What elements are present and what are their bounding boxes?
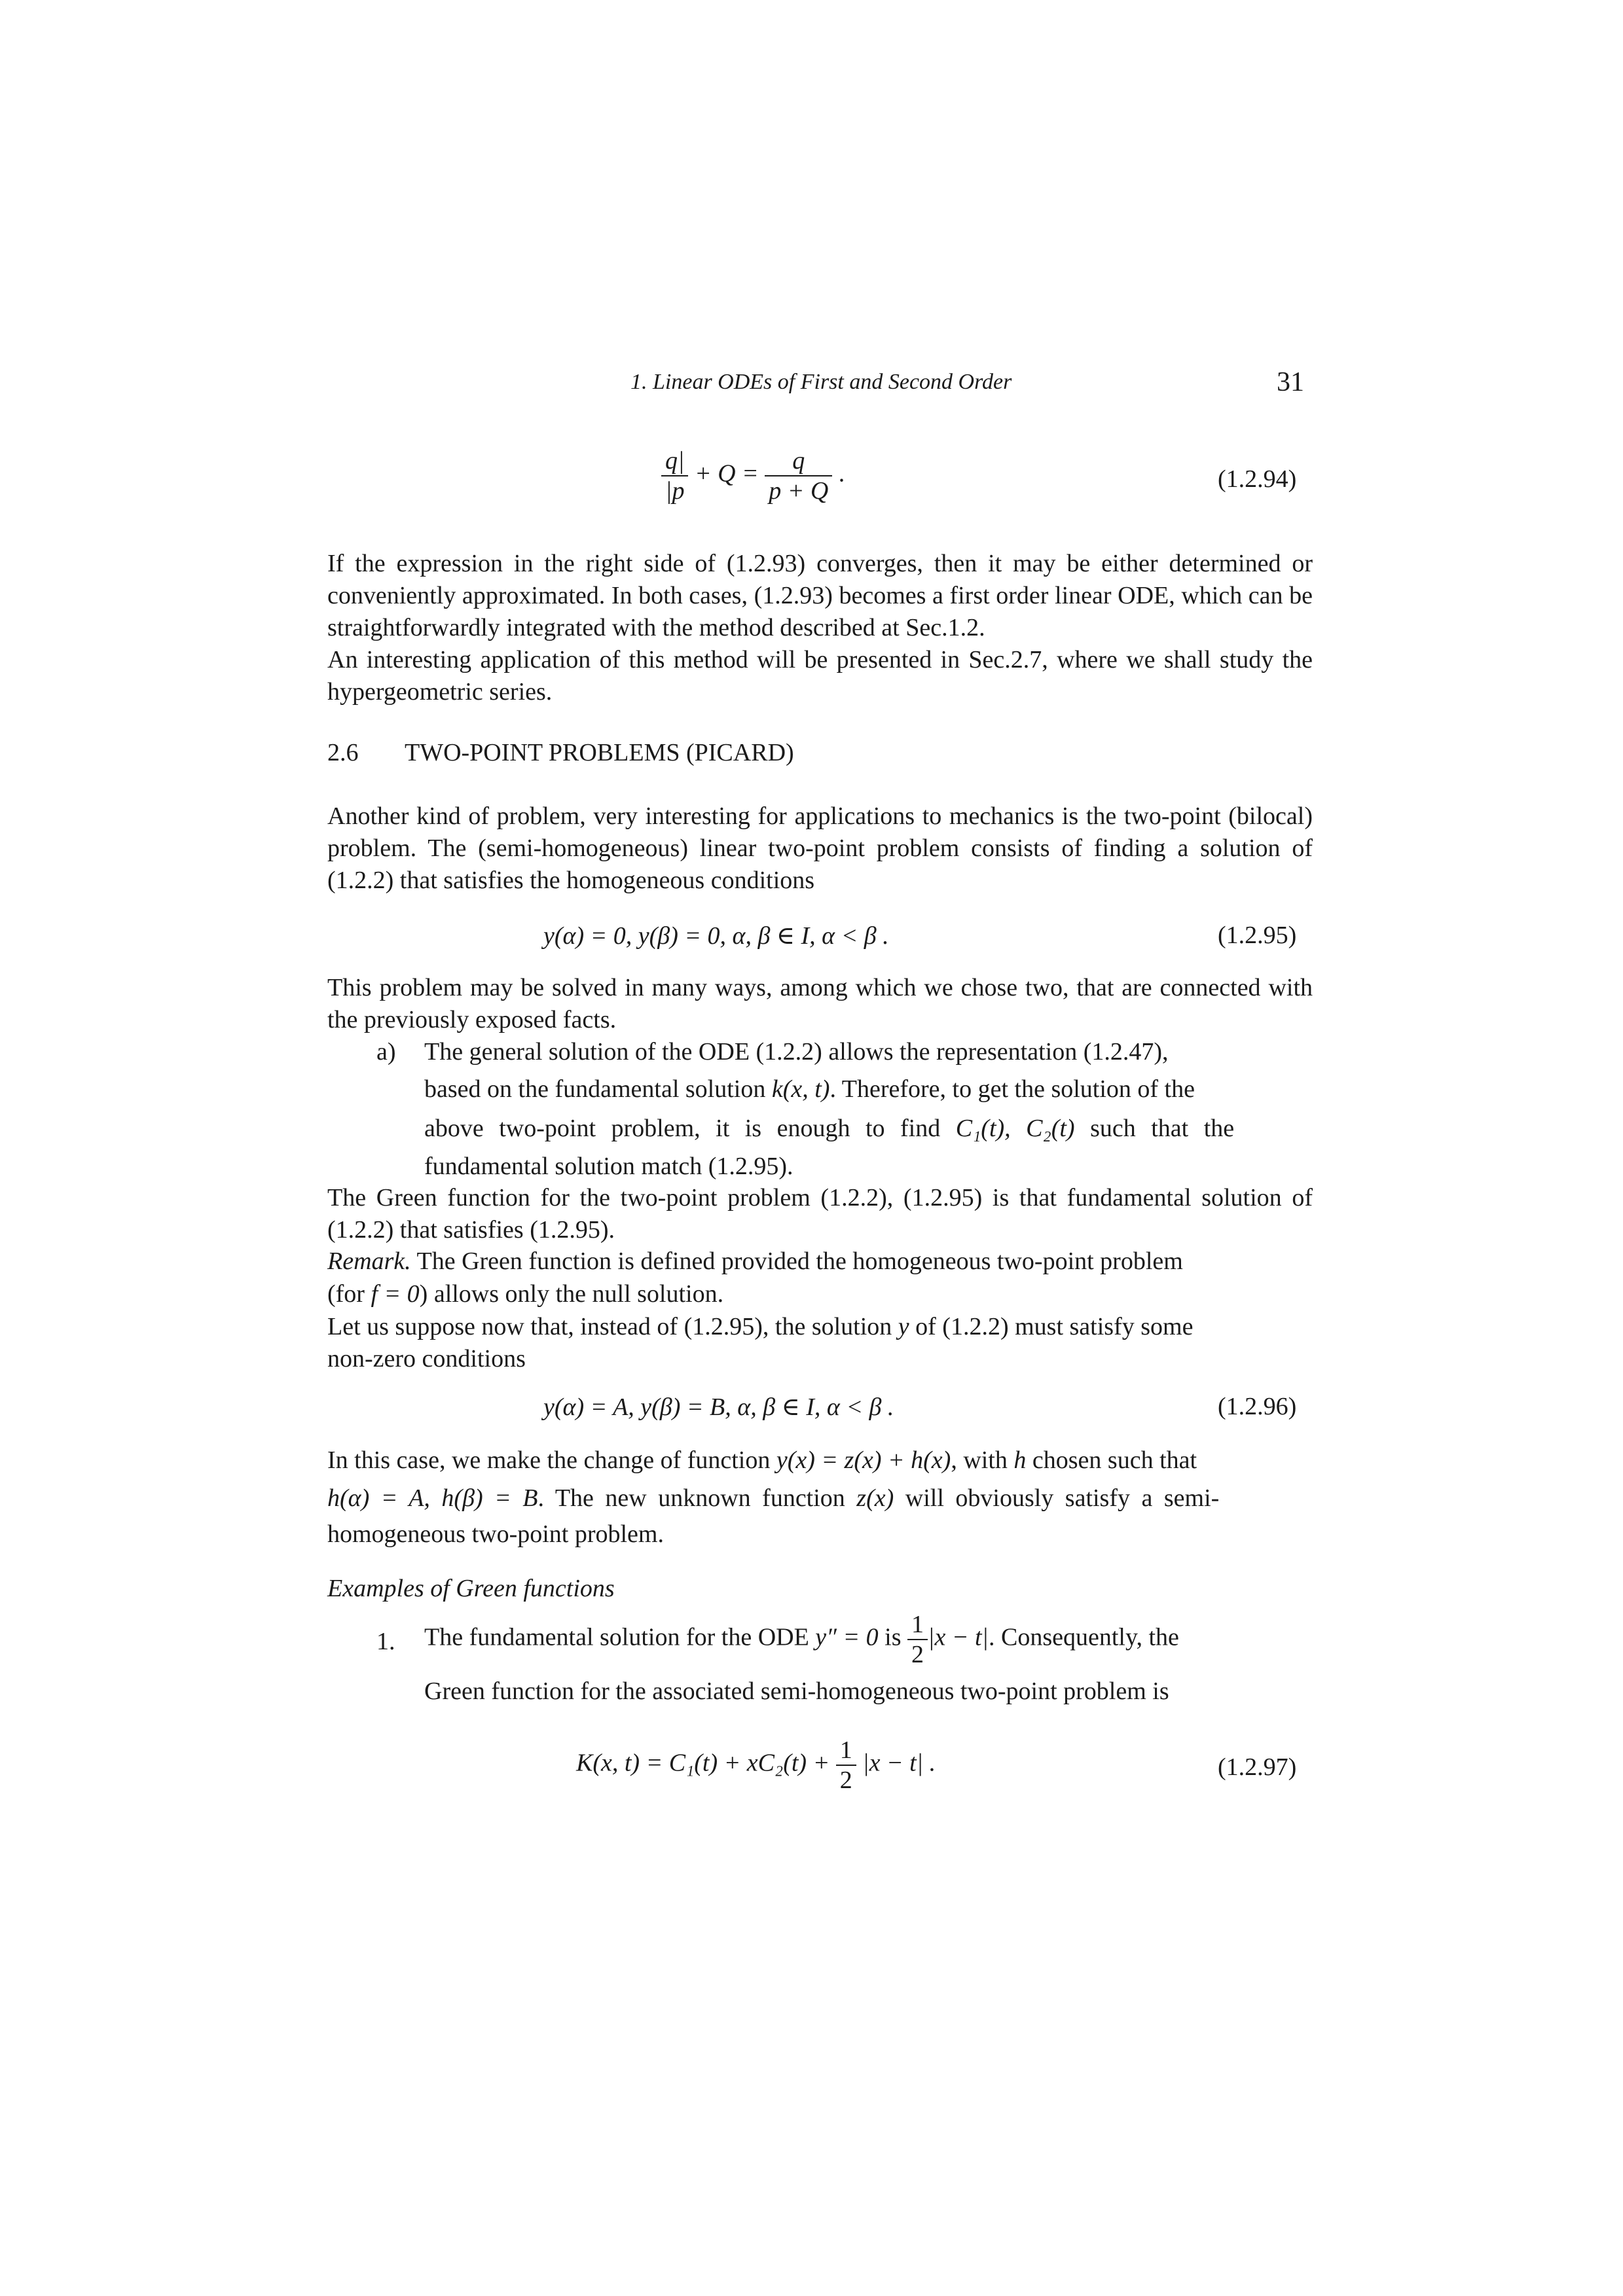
math-f-zero: f = 0 bbox=[371, 1280, 420, 1308]
item-a-line3: above two-point problem, it is enough to find C₁(t), C₂(t) such that the bbox=[424, 1115, 1235, 1142]
equation-1-2-95: y(α) = 0, y(β) = 0, α, β ∈ I, α < β . bbox=[543, 922, 889, 950]
item-a-line1: The general solution of the ODE (1.2.2) allows the representation (1.2.47), bbox=[424, 1038, 1169, 1066]
page-number: 31 bbox=[1277, 367, 1304, 397]
item-a-line2: based on the fundamental solution k(x, t). Therefore, to get the solution of the bbox=[424, 1075, 1195, 1103]
paragraph-nonzero-line1: Let us suppose now that, instead of (1.2.95), the solution y of (1.2.2) must satisfy some bbox=[327, 1313, 1194, 1340]
paragraph-green-function: The Green function for the two-point problem (1.2.2), (1.2.95) is that fundamental solution of (1.2.2) that satisfies (1.2.95). bbox=[327, 1184, 1313, 1244]
paragraph-change-line2: h(α) = A, h(β) = B. The new unknown function z(x) will obviously satisfy a semi- bbox=[327, 1484, 1220, 1512]
paragraph-application: An interesting application of this method will be presented in Sec.2.7, where we shall study the hypergeometric series. bbox=[327, 646, 1313, 706]
section-title: TWO-POINT PROBLEMS (PICARD) bbox=[405, 739, 794, 766]
equation-number-94: (1.2.94) bbox=[1218, 465, 1297, 493]
example-1-line2: Green function for the associated semi-homogeneous two-point problem is bbox=[424, 1677, 1169, 1705]
equation-1-2-97: K(x, t) = C₁(t) + xC₂(t) + $\frac{1}{2}$ |x − t| . bbox=[576, 1736, 936, 1794]
paragraph-solution-ways: This problem may be solved in many ways, among which we chose two, that are connected with the previously exposed facts. bbox=[327, 974, 1313, 1033]
math-h-conditions: h(α) = A, h(β) = B bbox=[327, 1484, 538, 1512]
equation-number-96: (1.2.96) bbox=[1218, 1393, 1297, 1420]
remark-line2: (for f = 0) allows only the null solution. bbox=[327, 1280, 724, 1308]
math-z-x: z(x) bbox=[856, 1484, 894, 1512]
remark-label: Remark. bbox=[327, 1247, 411, 1275]
equation-number-95: (1.2.95) bbox=[1218, 922, 1297, 949]
math-abs-x-t: |x − t| bbox=[928, 1623, 989, 1651]
paragraph-two-point-intro: Another kind of problem, very interesting for applications to mechanics is the two-point (bilocal) problem. The (semi-homogeneous) linear two-point problem consists of finding a solution of (1.2.2) that satisfies the homogeneous conditions bbox=[327, 802, 1313, 894]
math-ode: y″ = 0 bbox=[815, 1623, 879, 1651]
paragraph-change-line3: homogeneous two-point problem. bbox=[327, 1520, 664, 1548]
paragraph-change-line1: In this case, we make the change of function y(x) = z(x) + h(x), with h chosen such that bbox=[327, 1446, 1197, 1474]
section-number: 2.6 bbox=[327, 739, 359, 766]
running-header: 1. Linear ODEs of First and Second Order bbox=[630, 370, 1012, 394]
eq97-half: $\frac{1}{2}$ bbox=[836, 1736, 856, 1795]
equation-1-2-94: $\frac{q|}{|p}$ + Q = $\frac{q}{p + Q}$ . bbox=[661, 446, 845, 505]
example-1-line1: The fundamental solution for the ODE y″ = 0 is $\frac{1}{2}$ |x − t|. Consequently, the bbox=[424, 1611, 1179, 1668]
equation-number-97: (1.2.97) bbox=[1218, 1753, 1297, 1781]
example-1-marker: 1. bbox=[376, 1628, 395, 1655]
math-c1-c2: C₁(t), C₂(t) bbox=[955, 1115, 1075, 1142]
item-a-line4: fundamental solution match (1.2.95). bbox=[424, 1153, 793, 1180]
math-k-x-t: k(x, t) bbox=[771, 1075, 830, 1103]
math-change-of-function: y(x) = z(x) + h(x) bbox=[776, 1446, 951, 1474]
remark-line1: Remark. The Green function is defined provided the homogeneous two-point problem bbox=[327, 1247, 1183, 1275]
examples-heading: Examples of Green functions bbox=[327, 1575, 615, 1602]
paragraph-convergence: If the expression in the right side of (1.2.93) converges, then it may be either determined or conveniently approximated. In both cases, (1.2.93) becomes a first order linear ODE, which can be straightforwardly integrated with the method described at Sec.1.2. bbox=[327, 550, 1313, 641]
equation-1-2-96: y(α) = A, y(β) = B, α, β ∈ I, α < β . bbox=[543, 1393, 894, 1421]
eq94-lhs-fraction: $\frac{q|}{|p}$ bbox=[661, 446, 688, 505]
paragraph-nonzero-line2: non-zero conditions bbox=[327, 1345, 526, 1372]
eq94-plus-q: + Q = bbox=[694, 459, 759, 488]
eq94-rhs-fraction: $\frac{q}{p + Q}$ bbox=[765, 446, 832, 505]
item-a-marker: a) bbox=[376, 1038, 396, 1066]
example-1-half: $\frac{1}{2}$ bbox=[907, 1610, 928, 1669]
